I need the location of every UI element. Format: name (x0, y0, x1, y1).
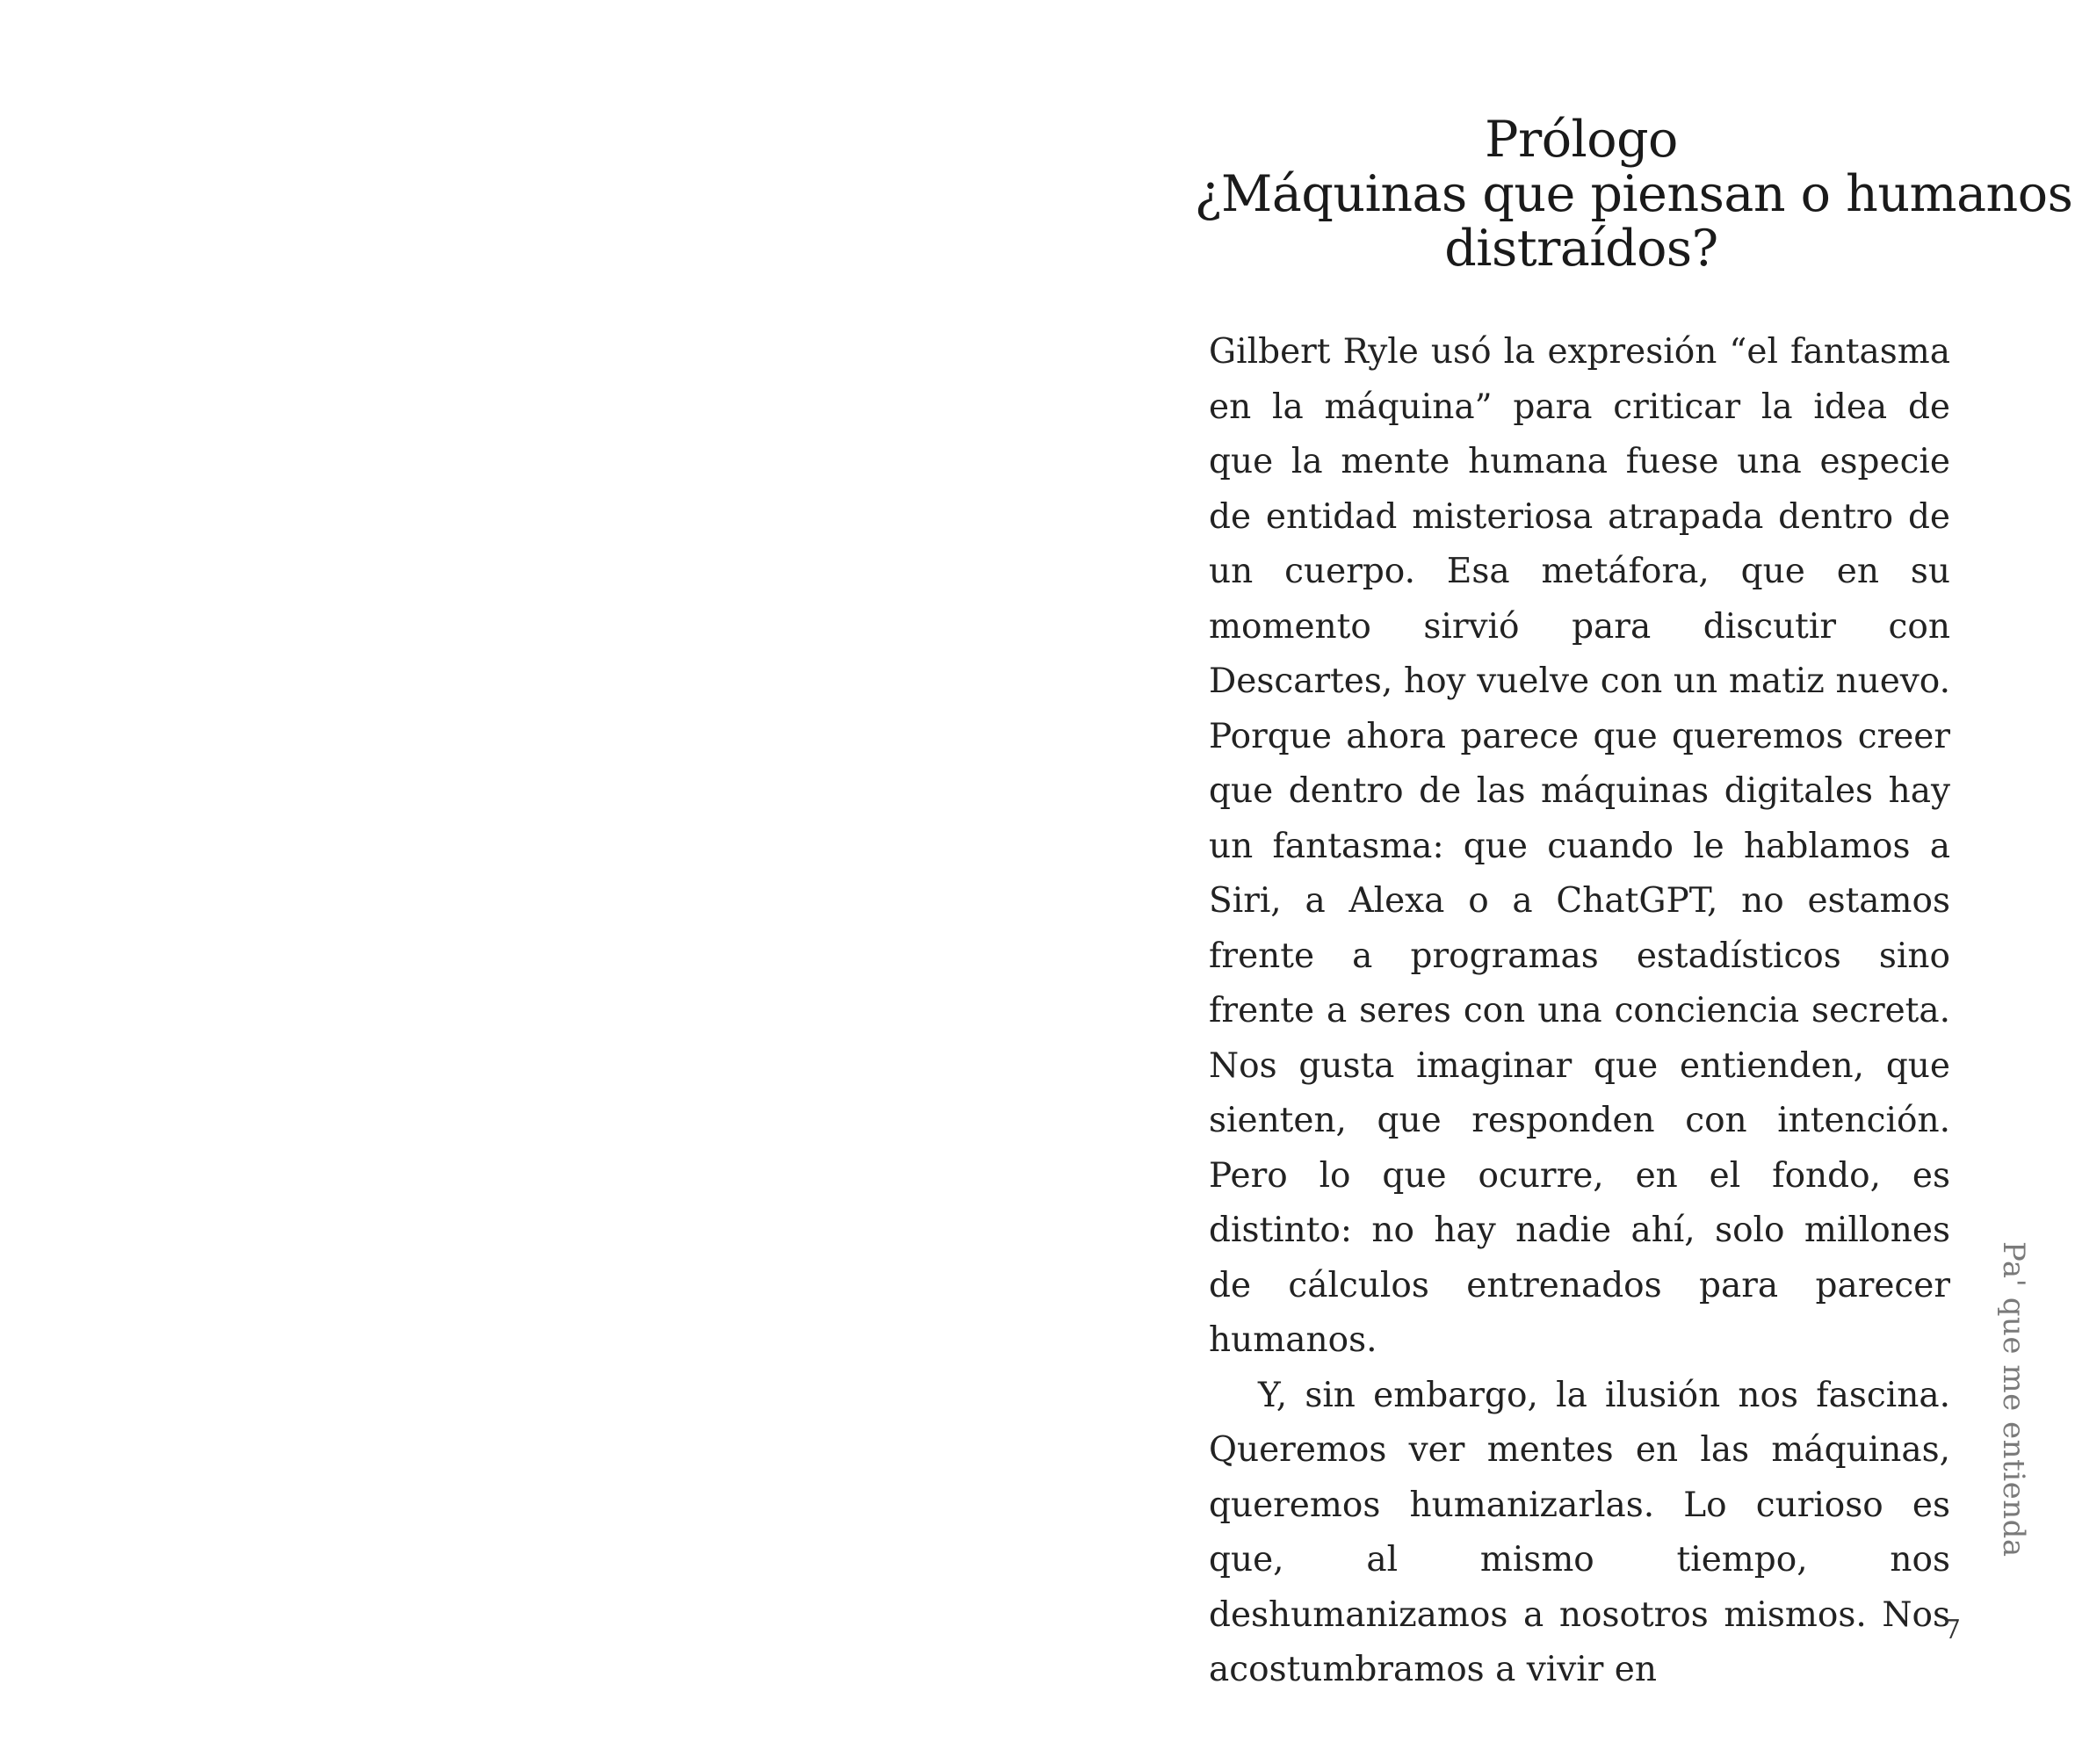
chapter-title-line-3: distraídos? (1444, 220, 1718, 278)
running-title: Pa' que me entienda (1996, 1241, 2031, 1558)
chapter-title-line-1: Prólogo (1485, 111, 1678, 169)
paragraph-1: Gilbert Ryle usó la expresión “el fantasma en la máquina” para criticar la idea de que la mente humana fuese una especie de entidad misteriosa atrapada dentro de un cuerpo. Esa metáfora, que en su momento sirvió para discutir con Descartes, hoy vuelve con un matiz nuevo. Porque ahora parece que queremos creer que dentro de las máquinas digitales hay un fantasma: que cuando le hablamos a Siri, a Alexa o a ChatGPT, no estamos frente a programas estadísticos sino frente a seres con una conciencia secreta. Nos gusta imaginar que entienden, que sienten, que responden con intención. Pero lo que ocurre, en el fondo, es distinto: no hay nadie ahí, solo millones de cálculos entrenados para parecer humanos. (1209, 332, 1950, 1360)
paragraph-2: Y, sin embargo, la ilusión nos fascina. Queremos ver mentes en las máquinas, queremos humanizarlas. Lo curioso es que, al mismo tiempo, nos deshumanizamos a nosotros mismos. Nos acostumbramos a vivir en (1209, 1375, 1950, 1689)
chapter-title-line-2: ¿Máquinas que piensan o humanos (1195, 165, 2073, 223)
chapter-title (1195, 111, 2073, 278)
body-text (1209, 325, 1950, 1698)
page-number: 7 (1943, 1615, 1961, 1645)
